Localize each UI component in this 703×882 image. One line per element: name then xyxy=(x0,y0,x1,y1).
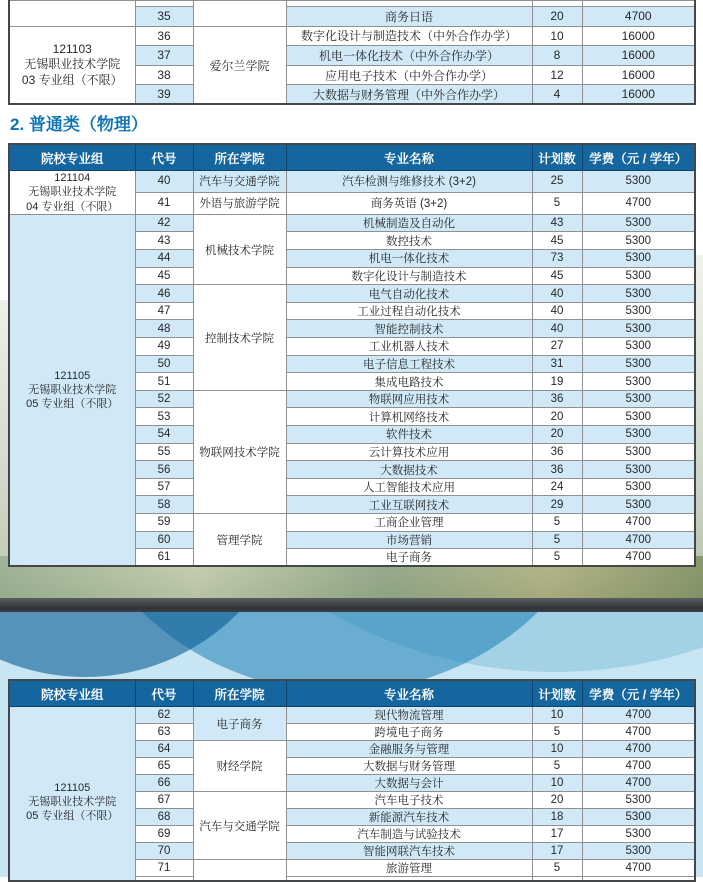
group-label: 04 专业组（不限） xyxy=(26,200,119,213)
cell-major: 人工智能技术应用 xyxy=(286,478,532,496)
cell-code: 52 xyxy=(135,390,193,408)
group-label: 05 专业组（不限） xyxy=(26,398,119,411)
cell-fee: 4700 xyxy=(582,192,695,214)
cell-major: 机电一体化技术 xyxy=(286,250,532,268)
page-divider-bar xyxy=(0,598,703,612)
cell-major: 机电一体化技术（中外合作办学） xyxy=(286,46,532,66)
cell-code: 37 xyxy=(135,46,193,66)
cell-plan xyxy=(532,877,582,881)
cell-plan: 45 xyxy=(532,267,582,285)
table-admission-physics xyxy=(8,143,696,567)
cell-fee: 4700 xyxy=(582,707,695,724)
group-label: 03 专业组（不限） xyxy=(21,72,123,87)
cell-code: 71 xyxy=(135,860,193,877)
cell-fee: 5300 xyxy=(582,320,695,338)
cell-major: 现代物流管理 xyxy=(286,707,532,724)
cell-code: 57 xyxy=(135,478,193,496)
cell-major: 集成电路技术 xyxy=(286,373,532,391)
cell-plan: 20 xyxy=(532,408,582,426)
cell-plan: 5 xyxy=(532,549,582,567)
cell-plan: 4 xyxy=(532,85,582,105)
cell-plan: 20 xyxy=(532,426,582,444)
cell-major: 工商企业管理 xyxy=(286,513,532,531)
header-cell-fee: 学费（元 / 学年） xyxy=(582,144,695,171)
cell-plan: 5 xyxy=(532,513,582,531)
cell-major: 工业机器人技术 xyxy=(286,338,532,356)
cell-plan: 10 xyxy=(532,707,582,724)
group-school: 无锡职业技术学院 xyxy=(28,383,117,396)
cell-fee: 5300 xyxy=(582,302,695,320)
cell-fee: 5300 xyxy=(582,373,695,391)
cell-fee: 5300 xyxy=(582,232,695,250)
group-school: 无锡职业技术学院 xyxy=(28,186,117,199)
cell-code: 59 xyxy=(135,513,193,531)
cell-major: 工业过程自动化技术 xyxy=(286,302,532,320)
college-cell-prev xyxy=(193,1,286,27)
cell-major: 汽车电子技术 xyxy=(286,792,532,809)
cell-plan: 29 xyxy=(532,496,582,514)
cell-plan: 36 xyxy=(532,443,582,461)
cell-fee: 4700 xyxy=(582,775,695,792)
cell-fee: 4700 xyxy=(582,724,695,741)
cell-code: 41 xyxy=(135,192,193,214)
cell-fee: 5300 xyxy=(582,267,695,285)
cell-plan: 5 xyxy=(532,860,582,877)
cell-code: 66 xyxy=(135,775,193,792)
cell-fee: 4700 xyxy=(582,513,695,531)
cell-fee: 4700 xyxy=(582,741,695,758)
cell-plan: 18 xyxy=(532,809,582,826)
cell-code: 38 xyxy=(135,65,193,85)
cell-plan: 10 xyxy=(532,775,582,792)
group-cell-121104 xyxy=(9,171,135,215)
header-cell-group: 院校专业组 xyxy=(9,144,135,171)
college-cell-ecom: 电子商务 xyxy=(193,707,286,741)
cell-code: 70 xyxy=(135,843,193,860)
cell-fee: 4700 xyxy=(582,7,695,27)
college-cell-iot: 物联网技术学院 xyxy=(193,390,286,513)
cell-major: 大数据技术 xyxy=(286,461,532,479)
cell-fee: 5300 xyxy=(582,426,695,444)
section-title: 2. 普通类（物理） xyxy=(10,115,148,134)
cell-plan: 36 xyxy=(532,461,582,479)
cell-code: 64 xyxy=(135,741,193,758)
college-cell-ireland: 爱尔兰学院 xyxy=(193,26,286,104)
group-code: 121103 xyxy=(52,41,92,56)
cell-plan: 25 xyxy=(532,171,582,193)
cell-fee: 5300 xyxy=(582,285,695,303)
college-cell-auto: 汽车与交通学院 xyxy=(193,171,286,193)
cell-plan: 40 xyxy=(532,320,582,338)
cell-fee: 5300 xyxy=(582,250,695,268)
cell-code: 54 xyxy=(135,426,193,444)
cell-plan: 40 xyxy=(532,302,582,320)
cell-major: 数控技术 xyxy=(286,232,532,250)
cell-major: 大数据与财务管理（中外合作办学） xyxy=(286,85,532,105)
cell-fee: 5300 xyxy=(582,496,695,514)
group-cell-121103 xyxy=(9,26,135,104)
cell-plan: 5 xyxy=(532,531,582,549)
cell-major: 软件技术 xyxy=(286,426,532,444)
cell-code: 60 xyxy=(135,531,193,549)
cell-major: 电子信息工程技术 xyxy=(286,355,532,373)
cell-code: 56 xyxy=(135,461,193,479)
cell-code: 67 xyxy=(135,792,193,809)
cell-major: 数字化设计与制造技术 xyxy=(286,267,532,285)
cell-plan: 20 xyxy=(532,7,582,27)
cell-plan: 27 xyxy=(532,338,582,356)
cell-fee: 4700 xyxy=(582,549,695,567)
cell-plan: 45 xyxy=(532,232,582,250)
cell-major: 汽车检测与维修技术 (3+2) xyxy=(286,171,532,193)
header-cell-fee: 学费（元 / 学年） xyxy=(582,680,695,707)
cell-major: 云计算技术应用 xyxy=(286,443,532,461)
cell-fee: 5300 xyxy=(582,826,695,843)
cell-fee: 5300 xyxy=(582,461,695,479)
cell-plan: 73 xyxy=(532,250,582,268)
cell-plan: 5 xyxy=(532,724,582,741)
table-admission-top xyxy=(8,0,696,105)
table-row xyxy=(9,707,695,724)
cell-major: 物联网应用技术 xyxy=(286,390,532,408)
cell-major: 工业互联网技术 xyxy=(286,496,532,514)
header-cell-group: 院校专业组 xyxy=(9,680,135,707)
cell-code: 46 xyxy=(135,285,193,303)
cell-major: 新能源汽车技术 xyxy=(286,809,532,826)
cell-fee: 5300 xyxy=(582,443,695,461)
cell-fee: 5300 xyxy=(582,809,695,826)
group-label: 05 专业组（不限） xyxy=(26,810,119,823)
cell-code: 42 xyxy=(135,214,193,232)
college-cell-foreign: 外语与旅游学院 xyxy=(193,192,286,214)
cell-fee: 4700 xyxy=(582,758,695,775)
cell-major: 大数据与会计 xyxy=(286,775,532,792)
cell-plan: 10 xyxy=(532,741,582,758)
group-code: 121105 xyxy=(54,369,91,382)
cell-code: 45 xyxy=(135,267,193,285)
cell-code: 48 xyxy=(135,320,193,338)
cell-code: 69 xyxy=(135,826,193,843)
header-row xyxy=(9,144,695,171)
cell-fee: 5300 xyxy=(582,792,695,809)
cell-fee: 5300 xyxy=(582,355,695,373)
cell-plan: 36 xyxy=(532,390,582,408)
group-cell-121105 xyxy=(9,214,135,566)
table-row xyxy=(9,26,695,46)
college-cell-mgmt: 管理学院 xyxy=(193,513,286,566)
table-admission-bottom xyxy=(8,679,696,882)
cell-major: 智能网联汽车技术 xyxy=(286,843,532,860)
cell-code: 36 xyxy=(135,26,193,46)
cell-major: 市场营销 xyxy=(286,531,532,549)
cell-plan: 40 xyxy=(532,285,582,303)
cell-major: 大数据与财务管理 xyxy=(286,758,532,775)
cell-plan: 10 xyxy=(532,26,582,46)
cell-code: 61 xyxy=(135,549,193,567)
header-cell-college: 所在学院 xyxy=(193,144,286,171)
cell-plan: 31 xyxy=(532,355,582,373)
photo-strip-left xyxy=(0,300,8,598)
cell-code: 50 xyxy=(135,355,193,373)
cell-fee: 5300 xyxy=(582,338,695,356)
cell-code xyxy=(135,877,193,881)
table-row xyxy=(9,171,695,193)
cell-code: 53 xyxy=(135,408,193,426)
header-cell-plan: 计划数 xyxy=(532,144,582,171)
cell-major: 智能控制技术 xyxy=(286,320,532,338)
cell-major: 应用电子技术（中外合作办学） xyxy=(286,65,532,85)
cell-code: 55 xyxy=(135,443,193,461)
cell-fee: 5300 xyxy=(582,390,695,408)
cell-plan: 5 xyxy=(532,192,582,214)
cell-plan: 17 xyxy=(532,843,582,860)
header-cell-code: 代号 xyxy=(135,144,193,171)
cell-fee: 5300 xyxy=(582,171,695,193)
cell-code: 58 xyxy=(135,496,193,514)
cell-plan: 12 xyxy=(532,65,582,85)
cell-code: 51 xyxy=(135,373,193,391)
college-cell-control: 控制技术学院 xyxy=(193,285,286,391)
cell-fee: 16000 xyxy=(582,26,695,46)
cell-fee: 5300 xyxy=(582,214,695,232)
cell-fee: 16000 xyxy=(582,85,695,105)
cell-fee xyxy=(582,877,695,881)
cell-major: 商务日语 xyxy=(286,7,532,27)
cell-major: 数字化设计与制造技术（中外合作办学） xyxy=(286,26,532,46)
cell-code: 63 xyxy=(135,724,193,741)
cell-major: 电子商务 xyxy=(286,549,532,567)
cell-major: 金融服务与管理 xyxy=(286,741,532,758)
cell-plan: 5 xyxy=(532,758,582,775)
cell-major xyxy=(286,877,532,881)
group-code: 121105 xyxy=(54,781,91,794)
header-cell-code: 代号 xyxy=(135,680,193,707)
header-cell-plan: 计划数 xyxy=(532,680,582,707)
cell-fee: 4700 xyxy=(582,860,695,877)
cell-plan: 43 xyxy=(532,214,582,232)
cell-code: 43 xyxy=(135,232,193,250)
cell-code: 47 xyxy=(135,302,193,320)
cell-major: 计算机网络技术 xyxy=(286,408,532,426)
cell-plan: 20 xyxy=(532,792,582,809)
cell-plan: 24 xyxy=(532,478,582,496)
college-cell-auto: 汽车与交通学院 xyxy=(193,792,286,860)
cell-plan: 17 xyxy=(532,826,582,843)
group-cell-prev xyxy=(9,1,135,27)
cell-plan: 19 xyxy=(532,373,582,391)
cell-major: 机械制造及自动化 xyxy=(286,214,532,232)
table-row xyxy=(9,214,695,232)
cell-code: 49 xyxy=(135,338,193,356)
header-cell-college: 所在学院 xyxy=(193,680,286,707)
cell-plan: 8 xyxy=(532,46,582,66)
cell-code: 39 xyxy=(135,85,193,105)
cell-fee: 5300 xyxy=(582,478,695,496)
college-cell-next xyxy=(193,860,286,881)
cell-fee: 5300 xyxy=(582,408,695,426)
group-school: 无锡职业技术学院 xyxy=(24,57,121,72)
cell-major: 跨境电子商务 xyxy=(286,724,532,741)
cell-fee: 5300 xyxy=(582,843,695,860)
cell-code: 68 xyxy=(135,809,193,826)
group-code: 121104 xyxy=(54,172,91,184)
cell-code: 62 xyxy=(135,707,193,724)
cell-major: 商务英语 (3+2) xyxy=(286,192,532,214)
cell-major: 旅游管理 xyxy=(286,860,532,877)
header-row xyxy=(9,680,695,707)
cell-code: 35 xyxy=(135,7,193,27)
header-cell-major: 专业名称 xyxy=(286,144,532,171)
group-school: 无锡职业技术学院 xyxy=(28,796,117,809)
college-cell-finance: 财经学院 xyxy=(193,741,286,792)
college-cell-mech: 机械技术学院 xyxy=(193,214,286,284)
cell-code: 40 xyxy=(135,171,193,193)
cell-fee: 16000 xyxy=(582,65,695,85)
cell-fee: 16000 xyxy=(582,46,695,66)
cell-major: 电气自动化技术 xyxy=(286,285,532,303)
cell-code: 65 xyxy=(135,758,193,775)
header-cell-major: 专业名称 xyxy=(286,680,532,707)
cell-major: 汽车制造与试验技术 xyxy=(286,826,532,843)
cell-fee: 4700 xyxy=(582,531,695,549)
cell-code: 44 xyxy=(135,250,193,268)
group-cell-121105 xyxy=(9,707,135,881)
